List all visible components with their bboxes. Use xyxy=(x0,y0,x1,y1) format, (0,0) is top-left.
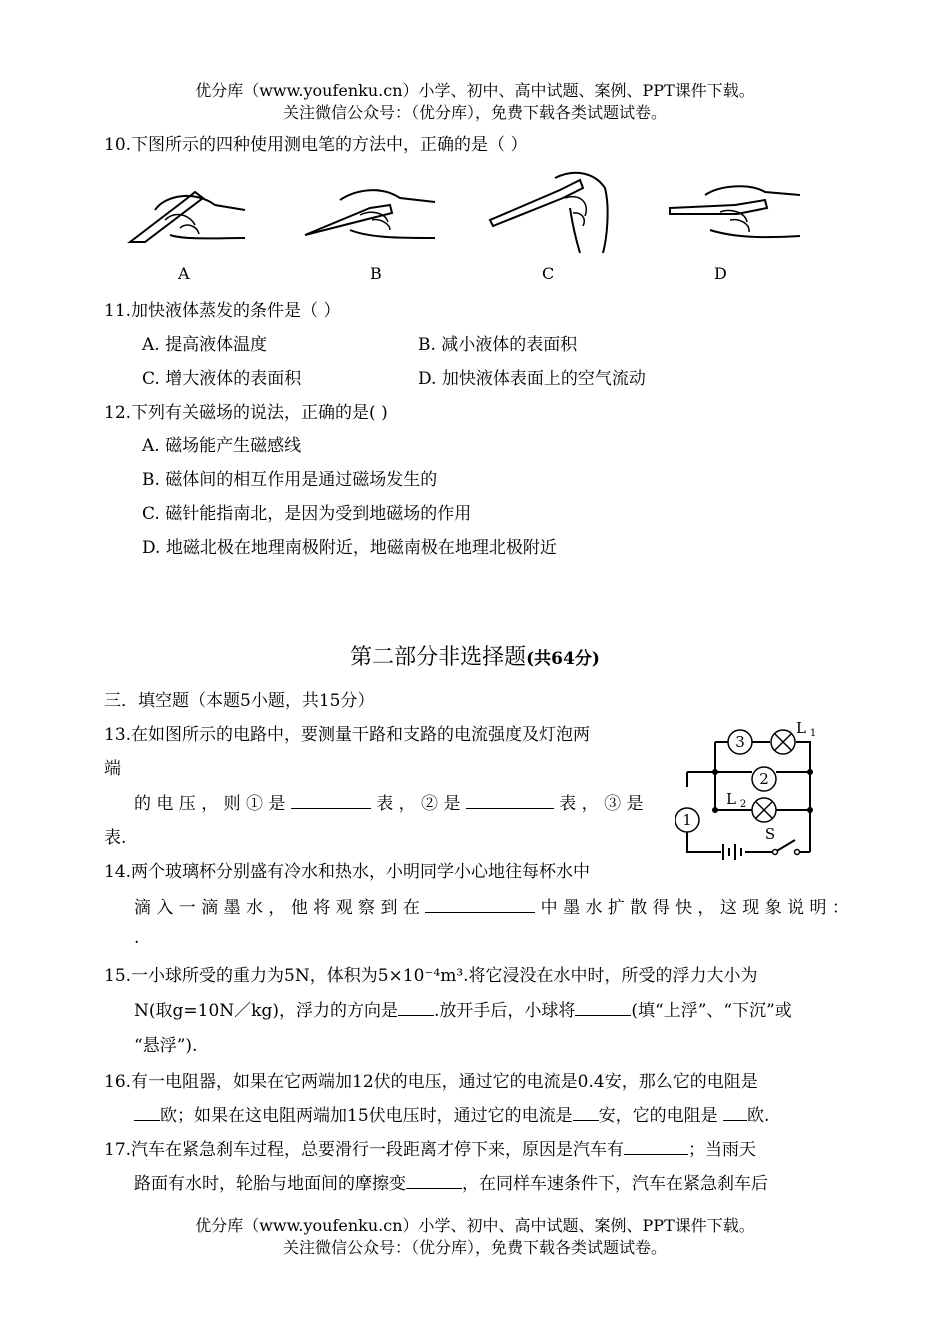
meter-2-label: 2 xyxy=(759,770,769,788)
lamp-l1-subscript: 1 xyxy=(809,728,817,739)
option-label-b: B xyxy=(370,264,382,283)
switch-label: S xyxy=(764,825,776,843)
q11-option-a: A. 提高液体温度 xyxy=(142,335,268,355)
q17-blank-2[interactable] xyxy=(406,1187,462,1189)
question-14-line-1: 14.两个玻璃杯分别盛有冷水和热水，小明同学小心地往每杯水中 xyxy=(104,862,591,882)
lamp-l1-label: L xyxy=(796,719,806,737)
option-label-d: D xyxy=(714,264,727,283)
question-10: 10.下图所示的四种使用测电笔的方法中，正确的是（ ） xyxy=(104,135,528,155)
q15-blank-1[interactable] xyxy=(398,1014,434,1016)
lamp-l1-icon xyxy=(771,730,795,754)
q15-text-part-3: (填“上浮”、“下沉”或 xyxy=(631,1001,792,1021)
option-label-c: C xyxy=(542,264,555,283)
question-13-line-2: 端 xyxy=(104,759,121,779)
battery-icon xyxy=(723,844,741,860)
q16-text-part-3: 欧. xyxy=(747,1106,770,1126)
q15-text-part-2: .放开手后，小球将 xyxy=(433,1001,576,1021)
q12-option-a: A. 磁场能产生磁感线 xyxy=(142,436,302,456)
question-13-line-1: 13.在如图所示的电路中，要测量干路和支路的电流强度及灯泡两 xyxy=(104,725,591,745)
q12-option-c: C. 磁针能指南北，是因为受到地磁场的作用 xyxy=(142,504,472,524)
q17-text-part-3: 路面有水时，轮胎与地面间的摩擦变 xyxy=(134,1174,406,1194)
lamp-l2-subscript: 2 xyxy=(739,799,747,810)
q12-option-b: B. 磁体间的相互作用是通过磁场发生的 xyxy=(142,470,438,490)
q11-option-d: D. 加快液体表面上的空气流动 xyxy=(418,369,646,389)
q17-blank-1[interactable] xyxy=(624,1153,688,1155)
option-label-a: A xyxy=(178,264,190,283)
part-2-title-main: 第二部分非选择题 xyxy=(350,645,527,670)
question-12: 12.下列有关磁场的说法，正确的是( ) xyxy=(104,403,388,423)
q11-option-c: C. 增大液体的表面积 xyxy=(142,369,302,389)
meter-3-label: 3 xyxy=(735,733,745,751)
q16-text-part-1: 欧；如果在这电阻两端加15伏电压时，通过它的电流是 xyxy=(160,1106,573,1126)
part-2-title-suffix: (共64分) xyxy=(526,649,600,669)
q15-blank-2[interactable] xyxy=(575,1014,631,1016)
tester-pen-figure-d xyxy=(665,180,805,250)
q14-blank-1[interactable] xyxy=(425,911,535,913)
question-14-line-3: . xyxy=(134,928,140,948)
q17-text-part-1: 17.汽车在紧急刹车过程，总要滑行一段距离才停下来，原因是汽车有 xyxy=(104,1140,625,1160)
q16-blank-2[interactable] xyxy=(573,1119,599,1121)
question-17-line-2 xyxy=(134,1169,768,1194)
q17-text-part-4: ，在同样车速条件下，汽车在紧急刹车后 xyxy=(462,1174,768,1194)
section-3-heading: 三．填空题（本题5小题，共15分） xyxy=(104,691,375,711)
question-14-line-2 xyxy=(134,893,849,918)
q13-text-part-1: 的 电 压 ， 则 ① 是 xyxy=(134,794,286,814)
q16-text-part-2: 安，它的电阻是 xyxy=(598,1106,718,1126)
footer-line-1: 优分库（www.youfenku.cn）小学、初中、高中试题、案例、PPT课件下载。 xyxy=(195,1216,755,1235)
q16-blank-1[interactable] xyxy=(134,1119,160,1121)
q13-text-part-3: 表 ， ③ 是 xyxy=(559,794,644,814)
tester-pen-figure-b xyxy=(300,180,440,250)
q11-option-b: B. 减小液体的表面积 xyxy=(418,335,578,355)
tester-pen-figure-a xyxy=(125,180,250,250)
q12-option-d: D. 地磁北极在地理南极附近，地磁南极在地理北极附近 xyxy=(142,538,557,558)
header-line-2: 关注微信公众号：（优分库），免费下载各类试题试卷。 xyxy=(282,103,667,122)
question-13-line-3 xyxy=(134,789,644,814)
part-2-title xyxy=(0,640,950,671)
q14-text-part-2: 中 墨 水 扩 散 得 快 ， 这 现 象 说 明 ： xyxy=(540,898,849,918)
q13-blank-1[interactable] xyxy=(291,807,371,809)
q15-text-part-1: N(取g=10N／kg)，浮力的方向是 xyxy=(134,1001,398,1021)
question-15-line-2 xyxy=(134,996,792,1021)
question-11: 11.加快液体蒸发的条件是（ ） xyxy=(104,301,341,321)
tester-pen-figure-c xyxy=(485,168,615,258)
q17-text-part-2: ；当雨天 xyxy=(688,1140,757,1160)
q13-blank-2[interactable] xyxy=(466,807,554,809)
circuit-diagram xyxy=(675,712,835,862)
lamp-l2-icon xyxy=(752,798,776,822)
question-16-line-1: 16.有一电阻器，如果在它两端加12伏的电压，通过它的电流是0.4安，那么它的电阻是 xyxy=(104,1072,758,1092)
q13-text-part-2: 表 ， ② 是 xyxy=(376,794,461,814)
q16-blank-3[interactable] xyxy=(723,1119,747,1121)
question-15-line-1: 15.一小球所受的重力为5N，体积为5×10⁻⁴m³.将它浸没在水中时，所受的浮力大小为 xyxy=(104,966,758,986)
header-line-1: 优分库（www.youfenku.cn）小学、初中、高中试题、案例、PPT课件下载。 xyxy=(195,81,755,100)
question-17-line-1 xyxy=(104,1135,756,1160)
question-16-line-2 xyxy=(134,1101,769,1126)
q14-text-part-1: 滴 入 一 滴 墨 水 ， 他 将 观 察 到 在 xyxy=(134,898,420,918)
meter-1-label: 1 xyxy=(682,811,692,829)
question-13-line-4: 表. xyxy=(104,828,127,848)
question-15-line-3: “悬浮”). xyxy=(134,1036,198,1056)
footer-line-2: 关注微信公众号：（优分库），免费下载各类试题试卷。 xyxy=(282,1238,667,1257)
lamp-l2-label: L xyxy=(726,790,736,808)
